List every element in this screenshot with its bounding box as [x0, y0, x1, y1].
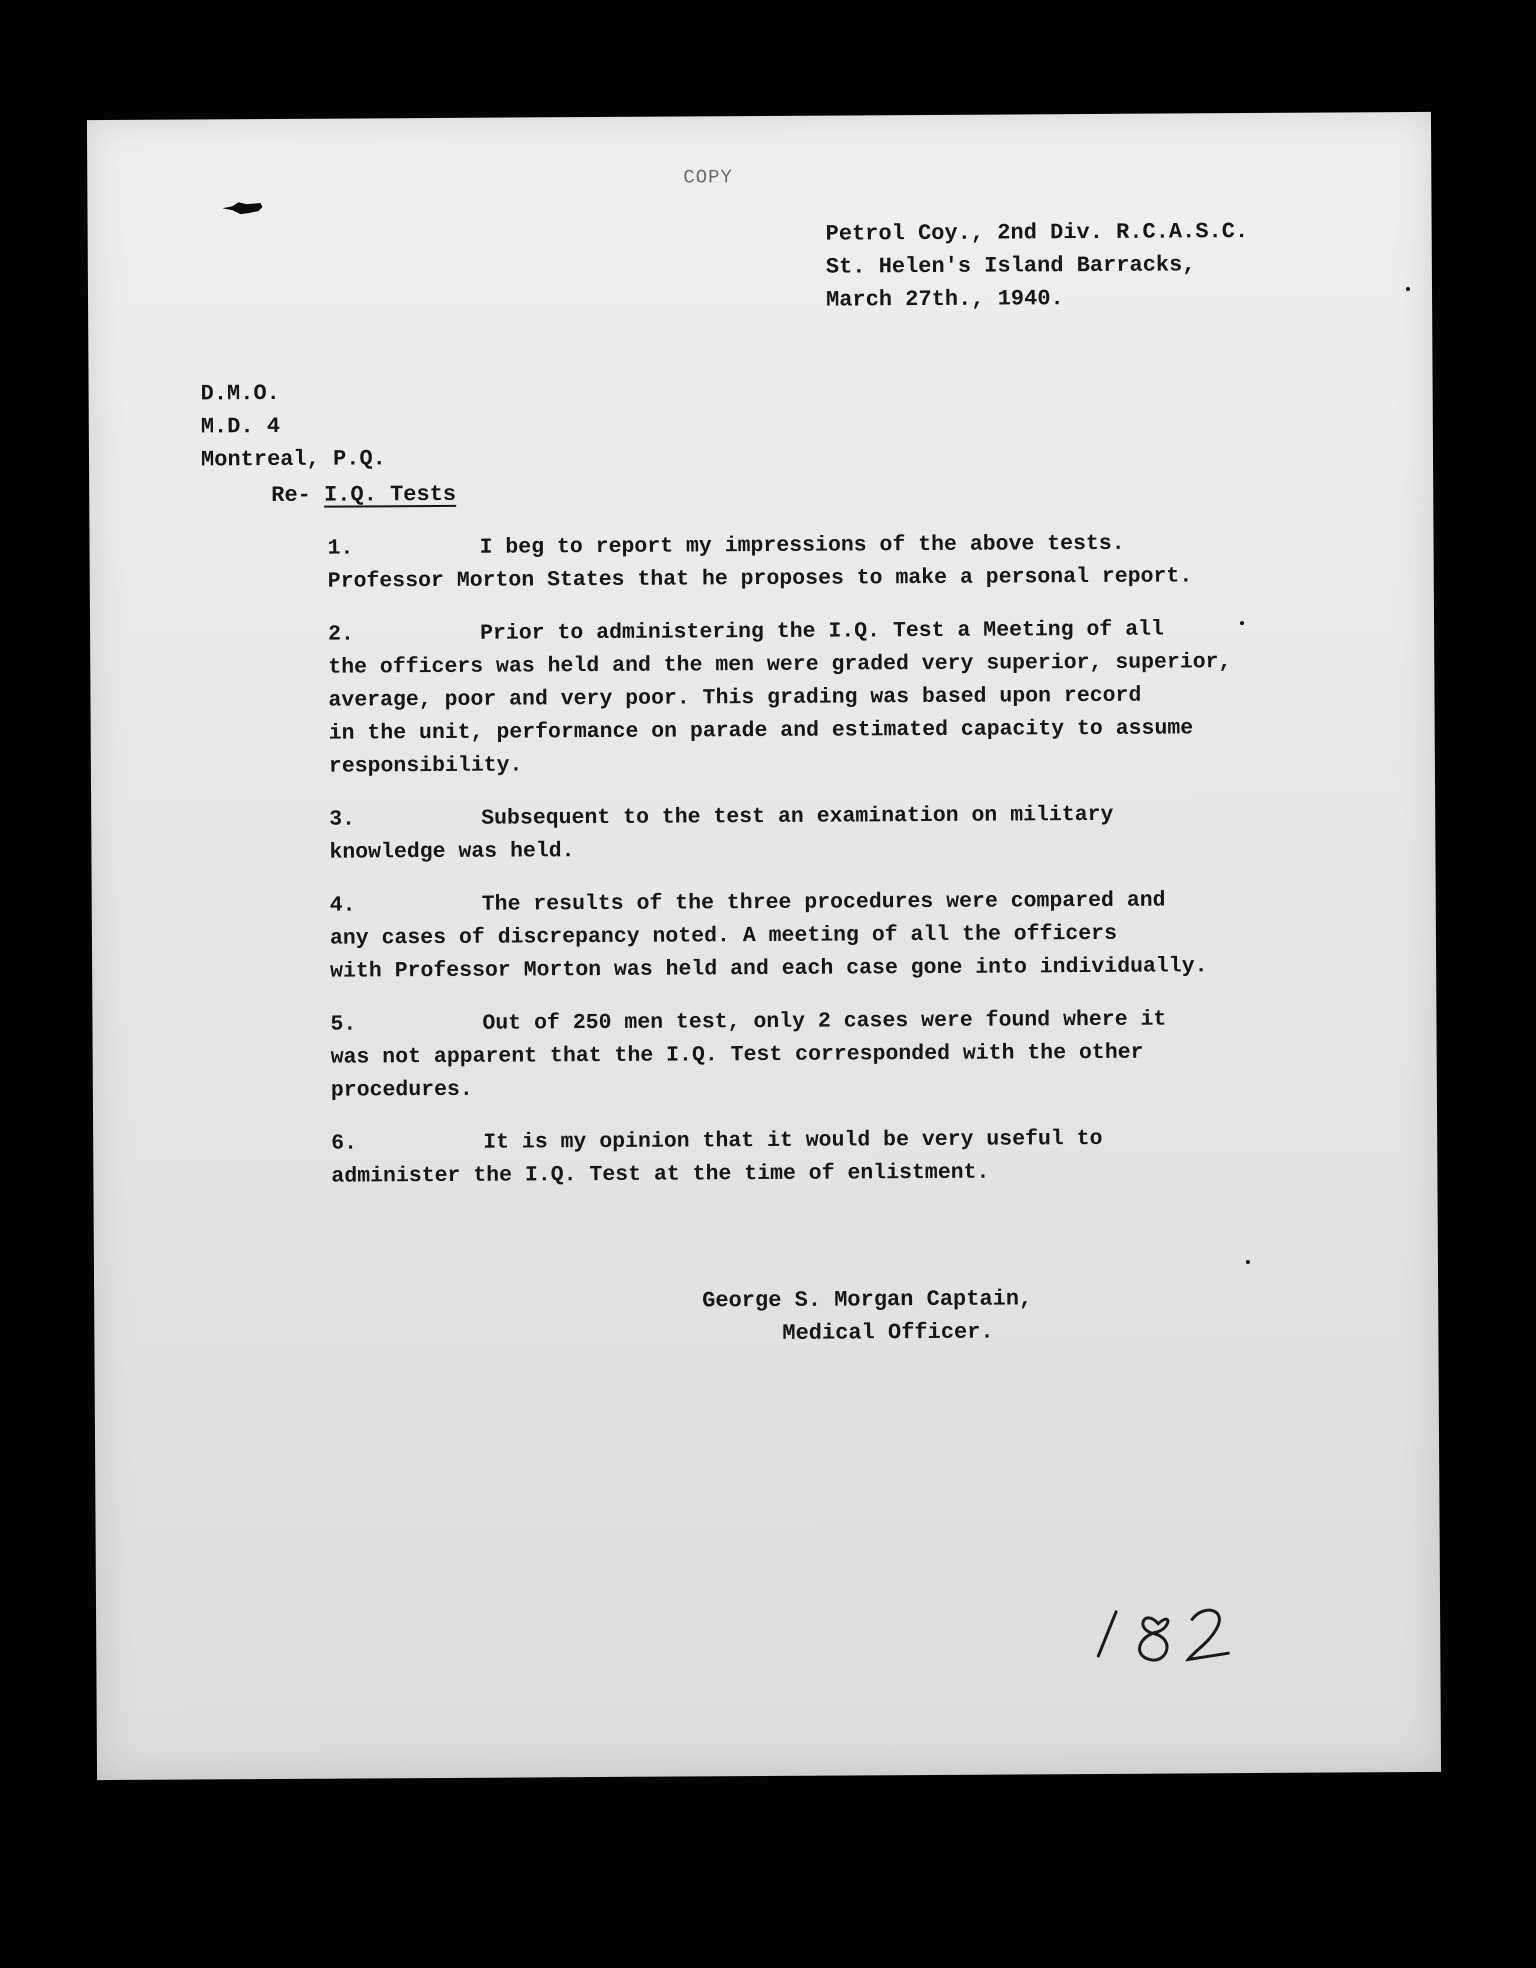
paragraph-first-line: I beg to report my impressions of the above tests. [479, 531, 1125, 560]
paragraph-number: 1. [327, 536, 354, 561]
paragraph-5 [330, 1003, 1291, 1108]
recipient-line: Montreal, P.Q. [200, 446, 386, 473]
document-page [87, 112, 1441, 1780]
letter-body [327, 527, 1291, 1214]
sender-address-line: Petrol Coy., 2nd Div. R.C.A.S.C. [825, 219, 1249, 247]
paragraph-continuation: knowledge was held. [329, 839, 575, 865]
paragraph-continuation: administer the I.Q. Test at the time of enlistment. [331, 1160, 990, 1189]
paragraph-6 [331, 1122, 1291, 1194]
recipient-line: D.M.O. [200, 380, 280, 407]
paragraph-number: 5. [330, 1012, 357, 1037]
paragraph-first-line: It is my opinion that it would be very useful to [483, 1126, 1103, 1155]
recipient-block [201, 376, 386, 476]
sender-address-line: St. Helen's Island Barracks, [825, 252, 1196, 280]
paragraph-continuation: was not apparent that the I.Q. Test corresponded with the other procedures. [330, 1040, 1144, 1103]
recipient-line: M.D. 4 [200, 413, 281, 440]
scan-speck [1240, 621, 1244, 625]
paragraph-number: 2. [328, 622, 354, 647]
sender-address [826, 215, 1249, 317]
paragraph-first-line: Prior to administering the I.Q. Test a Meeting of all [480, 617, 1164, 646]
paragraph-4 [330, 884, 1291, 989]
signature-name: George S. Morgan Captain, [702, 1286, 1033, 1314]
paragraph-number: 6. [331, 1131, 358, 1156]
paragraph-continuation: any cases of discrepancy noted. A meeting of all the officers with Professor Morton was held and each case gone into individually. [329, 921, 1208, 984]
paragraph-2 [328, 613, 1289, 784]
paragraph-number: 4. [329, 893, 356, 918]
paragraph-first-line: Out of 250 men test, only 2 cases were found where it [482, 1007, 1167, 1036]
paragraph-1 [327, 527, 1287, 599]
paragraph-3 [329, 798, 1289, 870]
copy-label: COPY [683, 166, 733, 189]
ink-blot-mark [222, 201, 262, 215]
scan-speck [1246, 1260, 1250, 1264]
paragraph-continuation: the officers was held and the men were graded very superior, superior, average, poor and very poor. This grading was based upon record in the unit, performance on parade and estimated capacity to assume responsibility. [328, 650, 1232, 779]
signature-block [702, 1282, 1032, 1350]
paragraph-first-line: The results of the three procedures were compared and [481, 888, 1166, 917]
paragraph-continuation: Professor Morton States that he proposes to make a personal report. [327, 564, 1193, 594]
subject-prefix: Re- [271, 482, 311, 509]
letter-date: March 27th., 1940. [825, 286, 1064, 313]
paragraph-number: 3. [329, 807, 356, 832]
paragraph-first-line: Subsequent to the test an examination on military [481, 802, 1114, 831]
scan-speck [1406, 287, 1410, 291]
subject-text: I.Q. Tests [323, 481, 457, 508]
subject-line [271, 482, 456, 508]
handwritten-page-number [1088, 1593, 1248, 1674]
signature-title: Medical Officer. [782, 1319, 994, 1346]
